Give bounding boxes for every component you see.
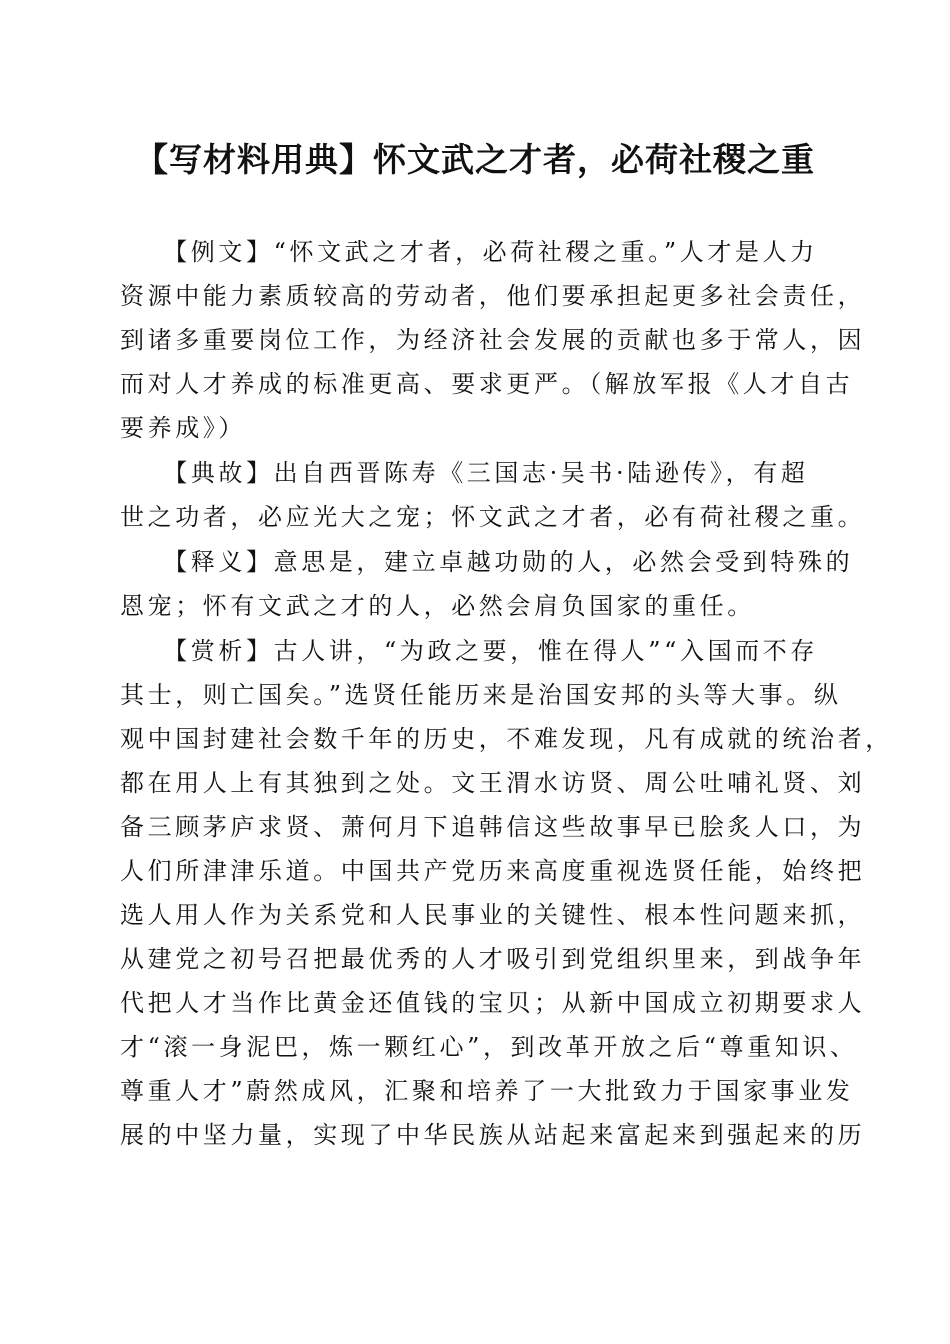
- document-body: [120, 230, 893, 1158]
- text-line: 【典故】出自西晋陈寿《三国志·吴书·陆逊传》，有超: [120, 459, 809, 487]
- text-line: 备三顾茅庐求贤、萧何月下追韩信这些故事早已脍炙人口，为: [120, 813, 866, 841]
- text-line: 人们所津津乐道。中国共产党历来高度重视选贤任能，始终把: [120, 857, 866, 885]
- document-title: 【写材料用典】怀文武之才者，必荷社稷之重: [135, 140, 815, 179]
- text-line: 资源中能力素质较高的劳动者，他们要承担起更多社会责任，: [120, 282, 866, 310]
- text-line: 尊重人才”蔚然成风，汇聚和培养了一大批致力于国家事业发: [120, 1077, 854, 1105]
- text-line: 选人用人作为关系党和人民事业的关键性、根本性问题来抓，: [120, 901, 866, 929]
- text-line: 恩宠；怀有文武之才的人，必然会肩负国家的重任。: [120, 592, 755, 620]
- text-line: 观中国封建社会数千年的历史，不难发现，凡有成就的统治者，: [120, 725, 893, 753]
- paragraph-meaning: [120, 540, 854, 628]
- text-line: 【释义】意思是，建立卓越功勋的人，必然会受到特殊的: [120, 548, 854, 576]
- text-line: 而对人才养成的标准更高、要求更严。（解放军报《人才自古: [120, 370, 854, 398]
- text-line: 才“滚一身泥巴，炼一颗红心”，到改革开放之后“尊重知识、: [120, 1033, 858, 1061]
- text-line: 代把人才当作比黄金还值钱的宝贝；从新中国成立初期要求人: [120, 989, 866, 1017]
- text-line: 【赏析】古人讲，“为政之要，惟在得人”“入国而不存: [120, 637, 819, 665]
- paragraph-example: [120, 230, 866, 450]
- text-line: 从建党之初号召把最优秀的人才吸引到党组织里来，到战争年: [120, 945, 866, 973]
- text-line: 要养成》）: [120, 414, 246, 442]
- paragraph-allusion: [120, 451, 866, 539]
- text-line: 【例文】“怀文武之才者，必荷社稷之重。”人才是人力: [120, 238, 818, 266]
- text-line: 展的中坚力量，实现了中华民族从站起来富起来到强起来的历: [120, 1121, 866, 1149]
- paragraph-analysis: [120, 629, 893, 1157]
- text-line: 其士，则亡国矣。”选贤任能历来是治国安邦的头等大事。纵: [120, 681, 842, 709]
- text-line: 到诸多重要岗位工作，为经济社会发展的贡献也多于常人，因: [120, 326, 866, 354]
- text-line: 都在用人上有其独到之处。文王渭水访贤、周公吐哺礼贤、刘: [120, 769, 866, 797]
- text-line: 世之功者，必应光大之宠；怀文武之才者，必有荷社稷之重。: [120, 503, 866, 531]
